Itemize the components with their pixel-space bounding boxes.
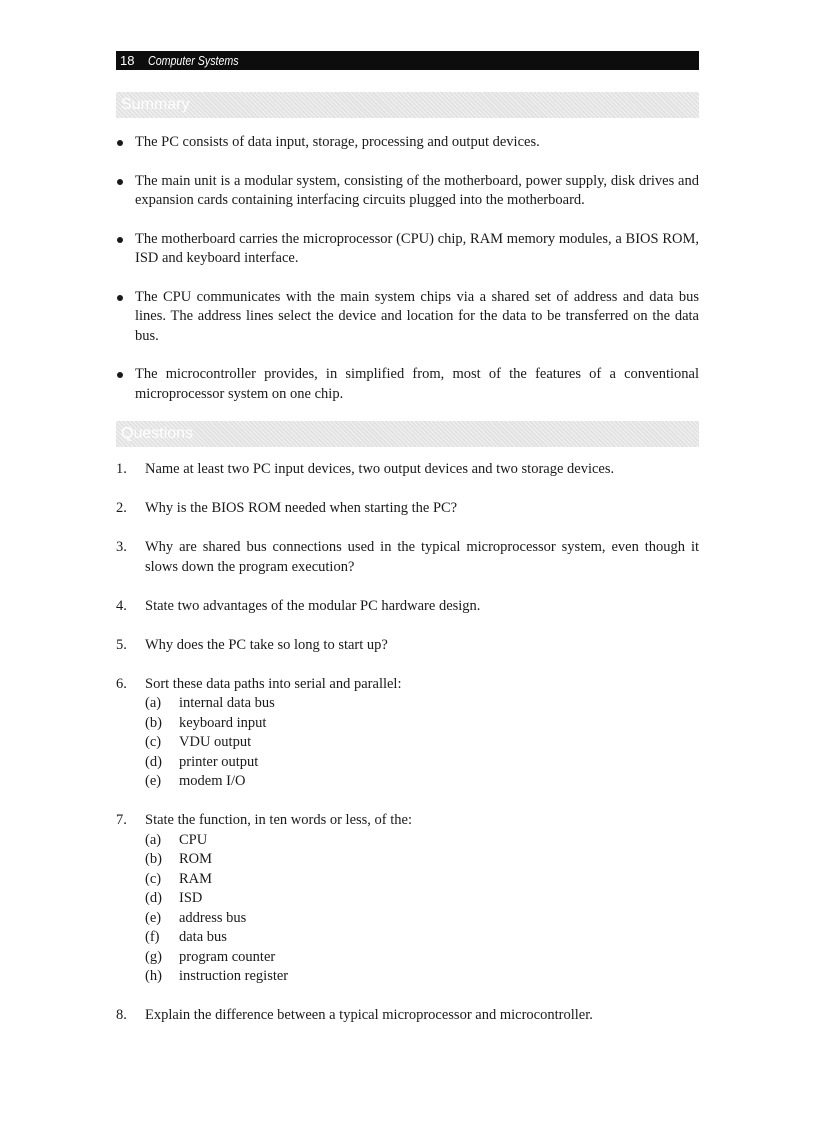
summary-heading: Summary — [116, 92, 699, 118]
summary-item-text: The motherboard carries the microprocessor (CPU) chip, RAM memory modules, a BIOS ROM, ISD and keyboard interface. — [135, 230, 699, 266]
sub-item-text: RAM — [179, 870, 213, 887]
sub-item-text: internal data bus — [179, 695, 275, 711]
sub-item — [145, 889, 699, 909]
question-item — [116, 811, 699, 987]
summary-list — [116, 133, 699, 423]
question-item — [116, 499, 699, 519]
bullet-icon — [117, 295, 123, 301]
sub-item-text: ROM — [179, 851, 213, 867]
sub-item-text: program counter — [179, 948, 276, 965]
sub-item-letter: (f) — [145, 929, 160, 945]
summary-item-text: The main unit is a modular system, consisting of the motherboard, power supply, disk drives and expansion cards containing interfacing circuits plugged into the motherboard. — [135, 172, 699, 208]
summary-item — [116, 365, 699, 404]
question-text: Why does the PC take so long to start up? — [145, 636, 388, 653]
question-item — [116, 597, 699, 617]
sub-item — [145, 714, 699, 734]
sub-item-letter: (c) — [145, 734, 162, 750]
question-item — [116, 460, 699, 480]
running-title: Computer Systems — [148, 53, 239, 68]
question-text: Name at least two PC input devices, two output devices and two storage devices. — [145, 461, 615, 477]
question-number: 3. — [116, 539, 127, 555]
question-number: 1. — [116, 461, 127, 477]
question-text: State two advantages of the modular PC hardware design. — [145, 597, 481, 614]
summary-item-text: The microcontroller provides, in simplified from, most of the features of a conventional microprocessor system on one chip. — [135, 366, 699, 402]
question-item — [116, 675, 699, 792]
sub-item-letter: (a) — [145, 695, 162, 711]
sub-item-letter: (e) — [145, 773, 162, 789]
sub-item-letter: (c) — [145, 870, 162, 887]
sub-item-letter: (g) — [145, 948, 162, 965]
sub-item-text: address bus — [179, 909, 247, 926]
sub-item-text: keyboard input — [179, 714, 267, 731]
sub-item-text: printer output — [179, 753, 259, 770]
sub-item — [145, 733, 699, 753]
question-text: Why are shared bus connections used in the typical microprocessor system, even though it slows down the program execution? — [145, 539, 699, 575]
question-number: 7. — [116, 812, 127, 828]
questions-heading: Questions — [116, 421, 699, 447]
sub-item-letter: (b) — [145, 851, 162, 867]
question-item — [116, 1006, 699, 1026]
sub-item — [145, 850, 699, 870]
sub-item-letter: (h) — [145, 968, 162, 984]
summary-item — [116, 133, 699, 153]
sub-item — [145, 870, 699, 890]
bullet-icon — [117, 372, 123, 378]
sub-item-text: modem I/O — [179, 773, 246, 789]
summary-item-text: The CPU communicates with the main system chips via a shared set of address and data bus lines. The address lines select the device and location for the data to be transferred on the data bus. — [135, 288, 699, 344]
sub-item-text: instruction register — [179, 968, 289, 984]
question-number: 4. — [116, 597, 127, 614]
question-number: 5. — [116, 636, 127, 653]
sub-item-text: VDU output — [179, 734, 252, 750]
question-item — [116, 636, 699, 656]
question-number: 6. — [116, 675, 127, 692]
sub-item — [145, 948, 699, 968]
sub-item — [145, 694, 699, 714]
sub-item-text: data bus — [179, 929, 227, 945]
bullet-icon — [117, 237, 123, 243]
question-text: Why is the BIOS ROM needed when starting the PC? — [145, 500, 458, 516]
sub-item — [145, 909, 699, 929]
sub-item — [145, 928, 699, 948]
question-text: Explain the difference between a typical microprocessor and microcontroller. — [145, 1007, 593, 1023]
sub-item-letter: (a) — [145, 831, 162, 848]
sub-list — [145, 831, 699, 987]
sub-item — [145, 967, 699, 987]
summary-item — [116, 288, 699, 347]
summary-item-text: The PC consists of data input, storage, processing and output devices. — [135, 134, 540, 150]
summary-item — [116, 172, 699, 211]
sub-item-text: CPU — [179, 831, 208, 848]
sub-item-text: ISD — [179, 890, 203, 906]
question-text: Sort these data paths into serial and parallel: — [145, 675, 402, 692]
sub-item-letter: (b) — [145, 714, 162, 731]
questions-list — [116, 460, 699, 1045]
sub-item-letter: (e) — [145, 909, 162, 926]
question-text: State the function, in ten words or less, of the: — [145, 812, 412, 828]
running-header — [116, 51, 699, 70]
question-number: 2. — [116, 500, 127, 516]
bullet-icon — [117, 179, 123, 185]
question-item — [116, 538, 699, 577]
bullet-icon — [117, 140, 123, 146]
sub-item — [145, 772, 699, 792]
sub-item — [145, 831, 699, 851]
sub-item-letter: (d) — [145, 753, 162, 770]
sub-item — [145, 753, 699, 773]
page-number: 18 — [120, 53, 135, 68]
question-number: 8. — [116, 1007, 127, 1023]
sub-list — [145, 694, 699, 792]
sub-item-letter: (d) — [145, 890, 162, 906]
summary-item — [116, 230, 699, 269]
